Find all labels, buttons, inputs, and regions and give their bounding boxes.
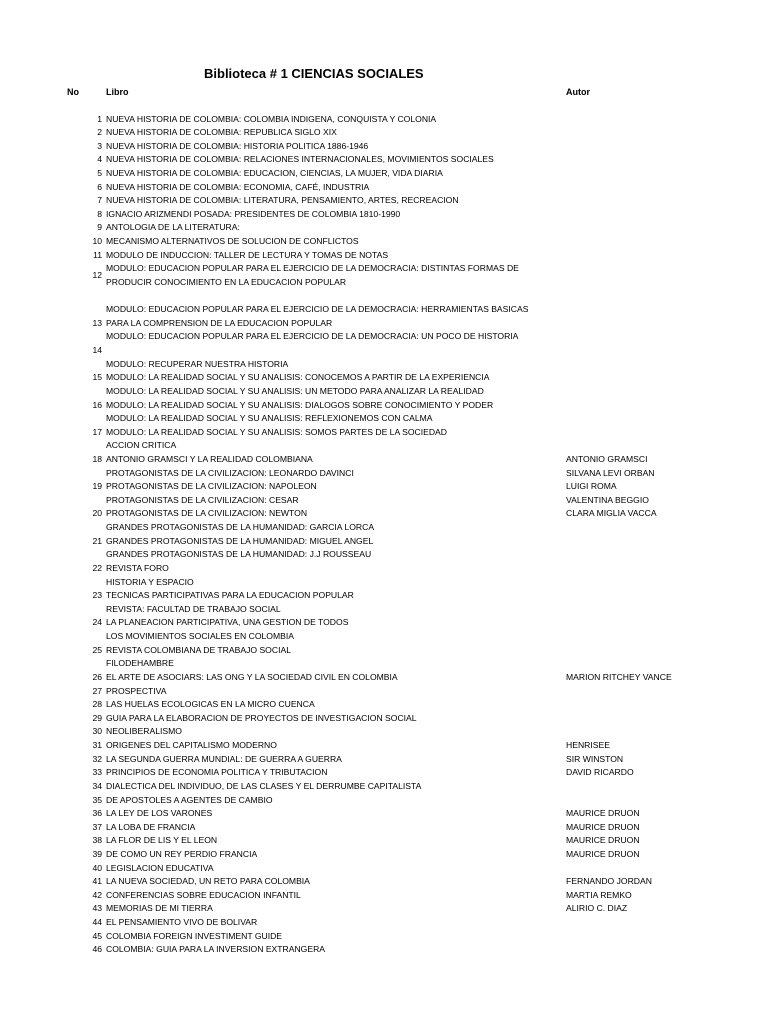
table-row <box>0 426 768 440</box>
row-autor: SILVANA LEVI ORBAN <box>566 467 655 478</box>
row-autor: ALIRIO C. DIAZ <box>566 903 628 914</box>
row-number: 28 <box>92 699 102 710</box>
row-number: 44 <box>92 917 102 928</box>
table-row <box>0 181 768 195</box>
row-libro: FILODEHAMBRE <box>106 658 174 669</box>
row-libro: MODULO: LA REALIDAD SOCIAL Y SU ANALISIS: CONOCEMOS A PARTIR DE LA EXPERIENCIA <box>106 372 490 383</box>
row-libro: MODULO DE INDUCCION: TALLER DE LECTURA Y TOMAS DE NOTAS <box>106 249 389 260</box>
table-row <box>0 875 768 889</box>
row-number: 12 <box>92 270 102 281</box>
row-libro: PRINCIPIOS DE ECONOMIA POLITICA Y TRIBUTACION <box>106 767 328 778</box>
row-libro: LEGISLACION EDUCATIVA <box>106 862 214 873</box>
table-row <box>0 113 768 127</box>
table-row <box>0 521 768 535</box>
row-libro: GRANDES PROTAGONISTAS DE LA HUMANIDAD: J.J ROUSSEAU <box>106 549 372 560</box>
row-libro: LA LOBA DE FRANCIA <box>106 821 196 832</box>
row-libro: LOS MOVIMIENTOS SOCIALES EN COLOMBIA <box>106 631 294 642</box>
table-row <box>0 126 768 140</box>
row-libro: REVISTA FORO <box>106 562 169 573</box>
table-row <box>0 480 768 494</box>
table-row <box>0 194 768 208</box>
row-number: 18 <box>92 454 102 464</box>
row-number: 26 <box>92 671 102 682</box>
table-row <box>0 221 768 235</box>
row-number: 10 <box>92 236 102 247</box>
table-row <box>0 262 768 276</box>
table-row <box>0 780 768 794</box>
table-row <box>0 453 768 467</box>
row-autor: HENRISEE <box>566 740 610 751</box>
row-number: 15 <box>92 372 102 383</box>
row-autor: MAURICE DRUON <box>566 848 640 859</box>
table-row <box>0 153 768 167</box>
table-row <box>0 794 768 808</box>
table-row <box>0 167 768 181</box>
row-libro: PARA LA COMPRENSION DE LA EDUCACION POPULAR <box>106 317 333 328</box>
row-number: 24 <box>92 617 102 628</box>
column-header-no: No <box>67 87 79 97</box>
row-number: 7 <box>97 195 102 206</box>
row-libro: NUEVA HISTORIA DE COLOMBIA: COLOMBIA INDIGENA, CONQUISTA Y COLONIA <box>106 113 437 124</box>
row-libro: PROTAGONISTAS DE LA CIVILIZACION: NEWTON <box>106 508 308 519</box>
table-row <box>0 848 768 862</box>
row-libro: GRANDES PROTAGONISTAS DE LA HUMANIDAD: MIGUEL ANGEL <box>106 535 374 546</box>
row-number: 33 <box>92 767 102 778</box>
table-row <box>0 698 768 712</box>
row-number: 39 <box>92 848 102 859</box>
row-number: 41 <box>92 876 102 887</box>
row-libro: TECNICAS PARTICIPATIVAS PARA LA EDUCACION POPULAR <box>106 590 354 601</box>
row-libro: REVISTA COLOMBIANA DE TRABAJO SOCIAL <box>106 644 291 655</box>
table-row <box>0 358 768 372</box>
row-libro: MODULO: LA REALIDAD SOCIAL Y SU ANALISIS: REFLEXIONEMOS CON CALMA <box>106 413 433 424</box>
table-row <box>0 603 768 617</box>
row-number: 40 <box>92 862 102 873</box>
table-row <box>0 208 768 222</box>
row-libro: NEOLIBERALISMO <box>106 726 182 737</box>
table-row <box>0 371 768 385</box>
row-number: 16 <box>92 399 102 410</box>
row-number: 17 <box>92 426 102 437</box>
row-libro: REVISTA: FACULTAD DE TRABAJO SOCIAL <box>106 603 281 614</box>
row-libro: LA NUEVA SOCIEDAD, UN RETO PARA COLOMBIA <box>106 876 310 887</box>
table-row <box>0 657 768 671</box>
row-autor: VALENTINA BEGGIO <box>566 494 649 505</box>
row-number: 45 <box>92 930 102 941</box>
table-row <box>0 671 768 685</box>
row-libro: LA SEGUNDA GUERRA MUNDIAL: DE GUERRA A GUERRA <box>106 753 342 764</box>
row-libro: NUEVA HISTORIA DE COLOMBIA: HISTORIA POLITICA 1886-1946 <box>106 140 369 151</box>
row-libro: MODULO: LA REALIDAD SOCIAL Y SU ANALISIS: DIALOGOS SOBRE CONOCIMIENTO Y PODER <box>106 399 494 410</box>
table-row <box>0 930 768 944</box>
row-number: 29 <box>92 712 102 723</box>
row-libro: GRANDES PROTAGONISTAS DE LA HUMANIDAD: GARCIA LORCA <box>106 522 375 533</box>
row-number: 46 <box>92 944 102 955</box>
table-row <box>0 712 768 726</box>
row-libro: COLOMBIA FOREIGN INVESTIMENT GUIDE <box>106 930 283 941</box>
table-row <box>0 807 768 821</box>
row-autor: MARTIA REMKO <box>566 889 632 900</box>
row-number: 27 <box>92 685 102 696</box>
table-row <box>0 902 768 916</box>
row-libro: NUEVA HISTORIA DE COLOMBIA: LITERATURA, PENSAMIENTO, ARTES, RECREACION <box>106 195 459 206</box>
row-autor: MAURICE DRUON <box>566 808 640 819</box>
row-number: 22 <box>92 562 102 573</box>
table-row <box>0 140 768 154</box>
row-libro: ANTONIO GRAMSCI Y LA REALIDAD COLOMBIANA <box>106 454 313 464</box>
table-row <box>0 685 768 699</box>
table-row <box>0 330 768 344</box>
row-libro: PROTAGONISTAS DE LA CIVILIZACION: CESAR <box>106 494 299 505</box>
row-number: 42 <box>92 889 102 900</box>
table-row <box>0 943 768 957</box>
row-libro: PRODUCIR CONOCIMIENTO EN LA EDUCACION POPULAR <box>106 276 347 287</box>
table-row <box>0 303 768 317</box>
row-autor: FERNANDO JORDAN <box>566 876 652 887</box>
row-number: 19 <box>92 481 102 492</box>
row-libro: MODULO: LA REALIDAD SOCIAL Y SU ANALISIS: SOMOS PARTES DE LA SOCIEDAD <box>106 426 447 437</box>
table-row <box>0 862 768 876</box>
row-number: 14 <box>92 345 102 356</box>
table-row <box>0 916 768 930</box>
table-row <box>0 562 768 576</box>
row-number: 34 <box>92 780 102 791</box>
row-libro: NUEVA HISTORIA DE COLOMBIA: ECONOMIA, CAFÉ, INDUSTRIA <box>106 181 370 192</box>
row-number: 3 <box>97 140 102 151</box>
row-libro: DIALECTICA DEL INDIVIDUO, DE LAS CLASES Y EL DERRUMBE CAPITALISTA <box>106 780 422 791</box>
row-libro: MEMORIAS DE MI TIERRA <box>106 903 213 914</box>
row-libro: DE COMO UN REY PERDIO FRANCIA <box>106 848 258 859</box>
page-title: Biblioteca # 1 CIENCIAS SOCIALES <box>204 66 424 81</box>
row-libro: MODULO: LA REALIDAD SOCIAL Y SU ANALISIS: UN METODO PARA ANALIZAR LA REALIDAD <box>106 385 484 396</box>
row-libro: NUEVA HISTORIA DE COLOMBIA: REPUBLICA SIGLO XIX <box>106 127 337 138</box>
row-number: 2 <box>97 127 102 138</box>
row-number: 11 <box>93 249 102 260</box>
column-header-autor: Autor <box>566 87 590 97</box>
row-number: 23 <box>92 590 102 601</box>
row-libro: ANTOLOGIA DE LA LITERATURA: <box>106 222 240 233</box>
row-libro: LA PLANEACION PARTICIPATIVA, UNA GESTION DE TODOS <box>106 617 349 628</box>
row-number: 6 <box>97 181 102 192</box>
row-number: 20 <box>92 508 102 519</box>
table-row <box>0 889 768 903</box>
table-row <box>0 589 768 603</box>
table-row <box>0 385 768 399</box>
row-number: 35 <box>92 794 102 805</box>
table-row <box>0 507 768 521</box>
row-number: 32 <box>92 753 102 764</box>
row-autor: MAURICE DRUON <box>566 835 640 846</box>
row-autor: SIR WINSTON <box>566 753 624 764</box>
table-row <box>0 725 768 739</box>
table-row <box>0 766 768 780</box>
table-row <box>0 317 768 331</box>
row-libro: MODULO: EDUCACION POPULAR PARA EL EJERCICIO DE LA DEMOCRACIA: UN POCO DE HISTORIA <box>106 331 519 342</box>
row-number: 8 <box>97 208 102 219</box>
row-number: 21 <box>92 535 102 546</box>
table-row <box>0 270 768 290</box>
row-libro: MECANISMO ALTERNATIVOS DE SOLUCION DE CONFLICTOS <box>106 236 359 247</box>
row-number: 1 <box>97 113 102 124</box>
row-number: 9 <box>97 222 102 233</box>
table-row <box>0 290 768 304</box>
row-number: 13 <box>92 317 102 328</box>
row-libro: IGNACIO ARIZMENDI POSADA: PRESIDENTES DE COLOMBIA 1810-1990 <box>106 208 401 219</box>
row-autor: DAVID RICARDO <box>566 767 634 778</box>
table-row <box>0 535 768 549</box>
row-autor: LUIGI ROMA <box>566 481 617 492</box>
row-libro: PROSPECTIVA <box>106 685 167 696</box>
row-number: 4 <box>97 154 102 165</box>
row-libro: MODULO: EDUCACION POPULAR PARA EL EJERCICIO DE LA DEMOCRACIA: HERRAMIENTAS BASICAS <box>106 304 529 315</box>
table-row <box>0 834 768 848</box>
row-libro: LAS HUELAS ECOLOGICAS EN LA MICRO CUENCA <box>106 699 315 710</box>
table-row <box>0 644 768 658</box>
row-autor: CLARA MIGLIA VACCA <box>566 508 657 519</box>
row-number: 5 <box>97 167 102 178</box>
row-number: 30 <box>92 726 102 737</box>
row-autor: ANTONIO GRAMSCI <box>566 454 648 464</box>
row-libro: LA LEY DE LOS VARONES <box>106 808 213 819</box>
row-libro: ORIGENES DEL CAPITALISMO MODERNO <box>106 740 277 751</box>
table-row <box>0 235 768 249</box>
row-libro: ACCION CRITICA <box>106 440 177 451</box>
row-libro: PROTAGONISTAS DE LA CIVILIZACION: NAPOLEON <box>106 481 317 492</box>
row-libro: HISTORIA Y ESPACIO <box>106 576 194 587</box>
table-row <box>0 494 768 508</box>
table-row <box>0 412 768 426</box>
row-libro: CONFERENCIAS SOBRE EDUCACION INFANTIL <box>106 889 301 900</box>
row-libro: NUEVA HISTORIA DE COLOMBIA: EDUCACION, CIENCIAS, LA MUJER, VIDA DIARIA <box>106 167 443 178</box>
table-row <box>0 753 768 767</box>
row-libro: LA FLOR DE LIS Y EL LEON <box>106 835 218 846</box>
row-libro: MODULO: RECUPERAR NUESTRA HISTORIA <box>106 358 289 369</box>
table-row <box>0 630 768 644</box>
row-libro: COLOMBIA: GUIA PARA LA INVERSION EXTRANGERA <box>106 944 326 955</box>
table-row <box>0 821 768 835</box>
row-libro: GUIA PARA LA ELABORACION DE PROYECTOS DE INVESTIGACION SOCIAL <box>106 712 417 723</box>
row-number: 36 <box>92 808 102 819</box>
row-libro: MODULO: EDUCACION POPULAR PARA EL EJERCICIO DE LA DEMOCRACIA: DISTINTAS FORMAS DE <box>106 263 519 274</box>
row-number: 37 <box>92 821 102 832</box>
table-row <box>0 616 768 630</box>
column-header-libro: Libro <box>106 87 129 97</box>
table-row <box>0 439 768 453</box>
row-autor: MAURICE DRUON <box>566 821 640 832</box>
row-libro: DE APOSTOLES A AGENTES DE CAMBIO <box>106 794 273 805</box>
table-row <box>0 344 768 358</box>
row-number: 38 <box>92 835 102 846</box>
row-number: 25 <box>92 644 102 655</box>
row-number: 31 <box>92 740 102 751</box>
table-row <box>0 399 768 413</box>
row-autor: MARION RITCHEY VANCE <box>566 671 672 682</box>
row-libro: NUEVA HISTORIA DE COLOMBIA: RELACIONES INTERNACIONALES, MOVIMIENTOS SOCIALES <box>106 154 494 165</box>
row-libro: EL ARTE DE ASOCIARS: LAS ONG Y LA SOCIEDAD CIVIL EN COLOMBIA <box>106 671 398 682</box>
table-row <box>0 467 768 481</box>
table-row <box>0 576 768 590</box>
table-row <box>0 249 768 263</box>
row-number: 43 <box>92 903 102 914</box>
row-libro: EL PENSAMIENTO VIVO DE BOLIVAR <box>106 917 258 928</box>
table-row <box>0 739 768 753</box>
table-row <box>0 548 768 562</box>
row-libro: PROTAGONISTAS DE LA CIVILIZACION: LEONARDO DAVINCI <box>106 467 354 478</box>
